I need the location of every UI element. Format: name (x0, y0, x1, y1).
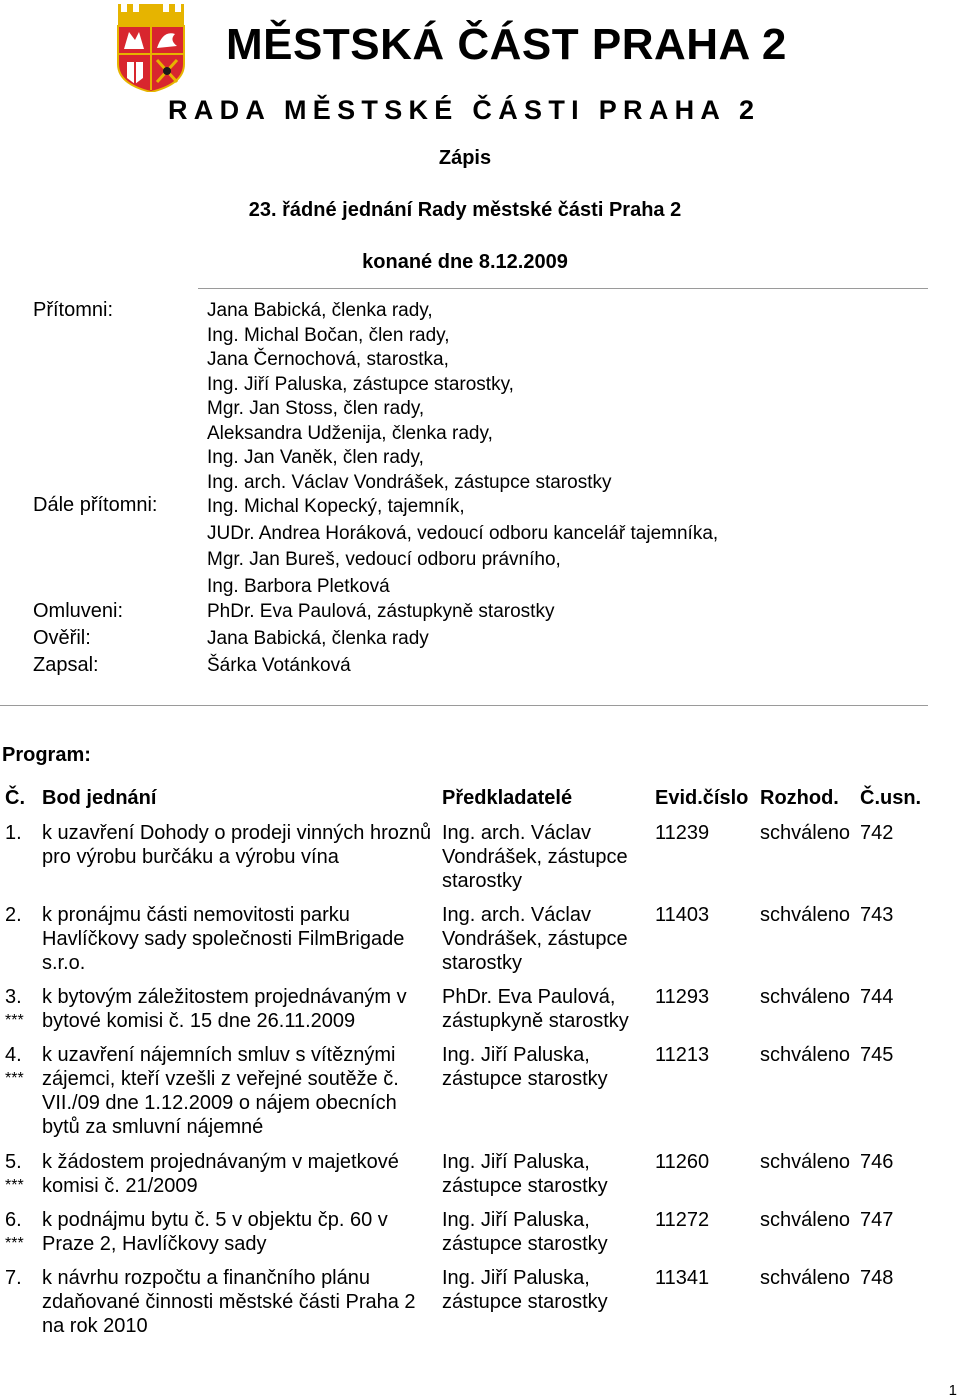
item-presenter: Ing. Jiří Paluska, zástupce starostky (442, 1044, 608, 1090)
column-header-presenters: Předkladatelé (442, 787, 573, 809)
item-evid-number: 11341 (655, 1267, 710, 1289)
page-number: 1 (948, 1382, 957, 1399)
item-decision: schváleno (760, 904, 851, 926)
item-resolution-number: 747 (860, 1209, 894, 1231)
item-number-cell (5, 1208, 39, 1256)
column-header-resolution: Č.usn. (860, 787, 922, 809)
item-title: k žádostem projednávaným v majetkové komisi č. 21/2009 (42, 1151, 399, 1197)
item-decision: schváleno (760, 1044, 851, 1066)
column-header-number: Č. (5, 787, 25, 809)
verified-label: Ověřil: (33, 627, 91, 649)
document-title: Zápis (438, 147, 492, 169)
item-evid-number: 11239 (655, 822, 710, 844)
item-number: 7. (5, 1267, 22, 1289)
divider (198, 288, 928, 289)
column-header-evid: Evid.číslo (655, 787, 749, 809)
item-presenter: Ing. arch. Václav Vondrášek, zástupce starostky (442, 904, 628, 974)
council-name: RADA MĚSTSKÉ ČÁSTI PRAHA 2 (168, 95, 761, 125)
divider (0, 705, 928, 706)
also-present-member: Mgr. Jan Bureš, vedoucí odboru právního, (207, 549, 561, 570)
present-list (207, 299, 611, 495)
program-heading: Program: (2, 744, 91, 766)
also-present-list (207, 494, 718, 600)
item-decision: schváleno (760, 986, 851, 1008)
present-member: Jana Babická, členka rady, (207, 300, 433, 321)
item-evid-number: 11272 (655, 1209, 710, 1231)
item-number: 5. (5, 1151, 22, 1173)
present-member: Ing. Jan Vaněk, člen rady, (207, 447, 424, 468)
item-confidential-mark (5, 927, 39, 951)
item-decision: schváleno (760, 1267, 851, 1289)
item-number: 1. (5, 822, 22, 844)
recorded-value: Šárka Votánková (207, 655, 351, 676)
item-presenter: Ing. Jiří Paluska, zástupce starostky (442, 1209, 608, 1255)
item-evid-number: 11260 (655, 1151, 710, 1173)
also-present-label: Dále přítomni: (33, 494, 158, 516)
item-resolution-number: 746 (860, 1151, 894, 1173)
present-label: Přítomni: (33, 299, 114, 321)
item-title: k návrhu rozpočtu a finančního plánu zdaňované činnosti městské části Praha 2 na rok 2010 (42, 1267, 416, 1337)
meeting-title: 23. řádné jednání Rady městské části Praha 2 (248, 199, 682, 221)
item-confidential-mark: *** (5, 1177, 24, 1194)
excused-label: Omluveni: (33, 600, 124, 622)
item-title: k uzavření Dohody o prodeji vinných hroznů pro výrobu burčáku a výrobu vína (42, 822, 432, 868)
excused-value: PhDr. Eva Paulová, zástupkyně starostky (207, 601, 555, 622)
column-header-decision: Rozhod. (760, 787, 839, 809)
item-confidential-mark (5, 1290, 39, 1314)
present-member: Aleksandra Udženija, členka rady, (207, 422, 493, 444)
item-title: k bytovým záležitostem projednávaným v bytové komisi č. 15 dne 26.11.2009 (42, 986, 407, 1032)
item-decision: schváleno (760, 822, 851, 844)
item-confidential-mark: *** (5, 1012, 24, 1029)
item-number-cell (5, 985, 39, 1033)
item-presenter: Ing. Jiří Paluska, zástupce starostky (442, 1151, 608, 1197)
item-decision: schváleno (760, 1209, 851, 1231)
present-member: Ing. Michal Bočan, člen rady, (207, 324, 450, 346)
item-number: 4. (5, 1044, 22, 1066)
item-presenter: Ing. arch. Václav Vondrášek, zástupce starostky (442, 822, 628, 892)
item-number-cell (5, 903, 39, 951)
verified-value: Jana Babická, členka rady (207, 628, 429, 649)
item-evid-number: 11213 (655, 1044, 710, 1066)
item-decision: schváleno (760, 1151, 851, 1173)
item-resolution-number: 743 (860, 904, 894, 926)
item-resolution-number: 748 (860, 1267, 894, 1289)
item-number-cell (5, 1266, 39, 1314)
also-present-member: JUDr. Andrea Horáková, vedoucí odboru kancelář tajemníka, (207, 522, 719, 544)
item-evid-number: 11403 (655, 904, 710, 926)
prague-2-coat-of-arms-logo (117, 4, 185, 92)
item-title: k pronájmu části nemovitosti parku Havlíčkovy sady společnosti FilmBrigade s.r.o. (42, 904, 405, 974)
item-resolution-number: 742 (860, 822, 894, 844)
item-number: 6. (5, 1209, 22, 1231)
item-evid-number: 11293 (655, 986, 710, 1008)
item-number: 2. (5, 904, 22, 926)
item-title: k podnájmu bytu č. 5 v objektu čp. 60 v Praze 2, Havlíčkovy sady (42, 1209, 388, 1255)
present-member: Jana Černochová, starostka, (207, 349, 449, 370)
item-presenter: Ing. Jiří Paluska, zástupce starostky (442, 1267, 608, 1313)
meeting-date: konané dne 8.12.2009 (362, 251, 568, 273)
item-title: k uzavření nájemních smluv s vítěznými zájemci, kteří vzešli z veřejné soutěže č. VII./09 dne 1.12.2009 o nájem obecních bytů za smluvní nájemné (42, 1044, 399, 1138)
recorded-label: Zapsal: (33, 654, 99, 676)
item-number-cell (5, 1150, 39, 1198)
item-resolution-number: 745 (860, 1044, 894, 1066)
organization-name: MĚSTSKÁ ČÁST PRAHA 2 (226, 20, 787, 69)
item-number-cell (5, 821, 39, 869)
also-present-member: Ing. Barbora Pletková (207, 575, 390, 597)
item-number: 3. (5, 986, 22, 1008)
item-confidential-mark (5, 845, 39, 869)
item-number-cell (5, 1043, 39, 1091)
item-confidential-mark: *** (5, 1235, 24, 1252)
also-present-member: Ing. Michal Kopecký, tajemník, (207, 496, 465, 517)
present-member: Ing. Jiří Paluska, zástupce starostky, (207, 373, 514, 395)
present-member: Mgr. Jan Stoss, člen rady, (207, 398, 425, 419)
item-presenter: PhDr. Eva Paulová, zástupkyně starostky (442, 986, 629, 1032)
item-confidential-mark: *** (5, 1070, 24, 1087)
column-header-item: Bod jednání (42, 787, 157, 809)
present-member: Ing. arch. Václav Vondrášek, zástupce starostky (207, 471, 612, 493)
item-resolution-number: 744 (860, 986, 894, 1008)
